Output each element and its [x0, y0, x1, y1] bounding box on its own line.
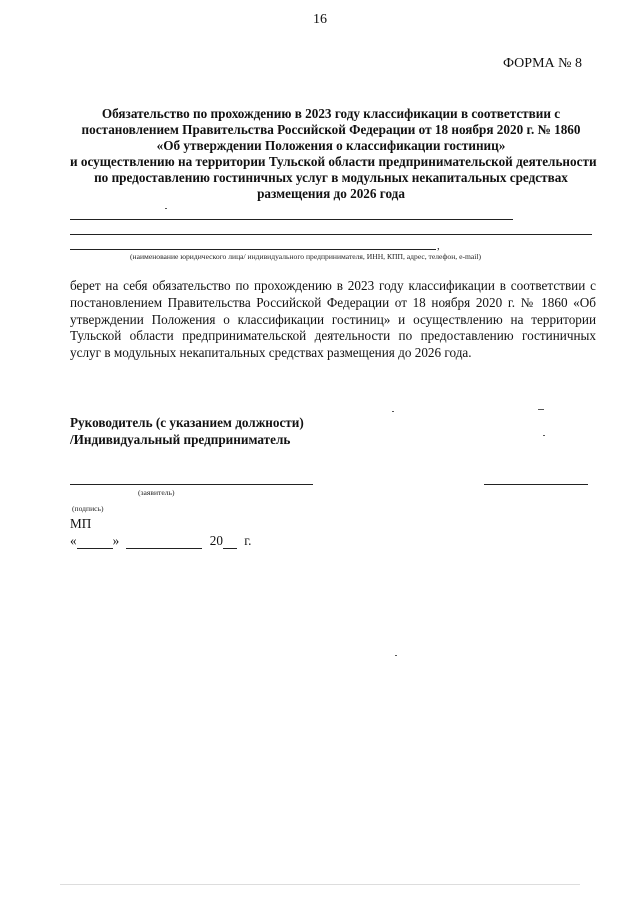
- date-year-blank[interactable]: [223, 536, 237, 549]
- form-number-label: ФОРМА № 8: [502, 56, 582, 71]
- applicant-caption-label: (заявитель): [138, 488, 175, 497]
- date-row: [70, 533, 251, 549]
- signatory-role-line: Руководитель (с указанием должности): [70, 415, 304, 430]
- applicant-comma: ,: [437, 240, 440, 252]
- date-open-quote: «: [70, 533, 77, 548]
- date-year-suffix: г.: [244, 533, 252, 548]
- title-line: размещения до 2026 года: [257, 186, 405, 201]
- date-day-blank[interactable]: [77, 536, 113, 549]
- scan-speck: [538, 409, 544, 410]
- obligation-text: берет на себя обязательство по прохождению в 2023 году классификации в соответствии с постановлением Правительства Российской Федерации от 18 ноября 2020 г. № 1860 «Об утверждении Положения о классификации гостиниц» и осуществлению на территории Тульской области предпринимательской деятельности по предоставлению гостиничных услуг в модульных некапитальных средствах размещения до 2026 года.: [70, 278, 596, 361]
- page-number: 16: [313, 12, 327, 27]
- applicant-line-1[interactable]: [70, 219, 513, 220]
- scan-speck: [60, 884, 580, 885]
- scan-speck: [543, 435, 545, 436]
- signatory-role: [70, 414, 304, 448]
- scan-speck: [395, 655, 397, 656]
- applicant-line-2[interactable]: [70, 234, 592, 235]
- date-month-blank[interactable]: [126, 536, 202, 549]
- date-close-quote: »: [112, 533, 120, 548]
- date-year-prefix: 20: [209, 533, 223, 548]
- applicant-signature-line[interactable]: [70, 484, 313, 485]
- title-line: постановлением Правительства Российской Федерации от 18 ноября 2020 г. № 1860: [81, 122, 581, 137]
- signatory-role-line: /Индивидуальный предприниматель: [70, 432, 291, 447]
- applicant-caption: (наименование юридического лица/ индивидуального предпринимателя, ИНН, КПП, адрес, телефон, e-mail): [130, 252, 482, 261]
- title-line: «Об утверждении Положения о классификации гостиниц»: [156, 138, 506, 153]
- title-line: Обязательство по прохождению в 2023 году классификации в соответствии с: [101, 106, 561, 121]
- applicant-line-3[interactable]: [70, 249, 436, 250]
- signature-line[interactable]: [484, 484, 588, 485]
- stamp-label: МП: [70, 516, 92, 531]
- title-line: и осуществлению на территории Тульской области предпринимательской деятельности: [70, 154, 597, 169]
- document-title: [70, 106, 597, 202]
- title-line: по предоставлению гостиничных услуг в модульных некапитальных средствах: [94, 170, 568, 185]
- signature-caption-label: (подпись): [72, 504, 104, 513]
- scan-speck: [165, 208, 167, 209]
- scan-speck: [392, 411, 394, 412]
